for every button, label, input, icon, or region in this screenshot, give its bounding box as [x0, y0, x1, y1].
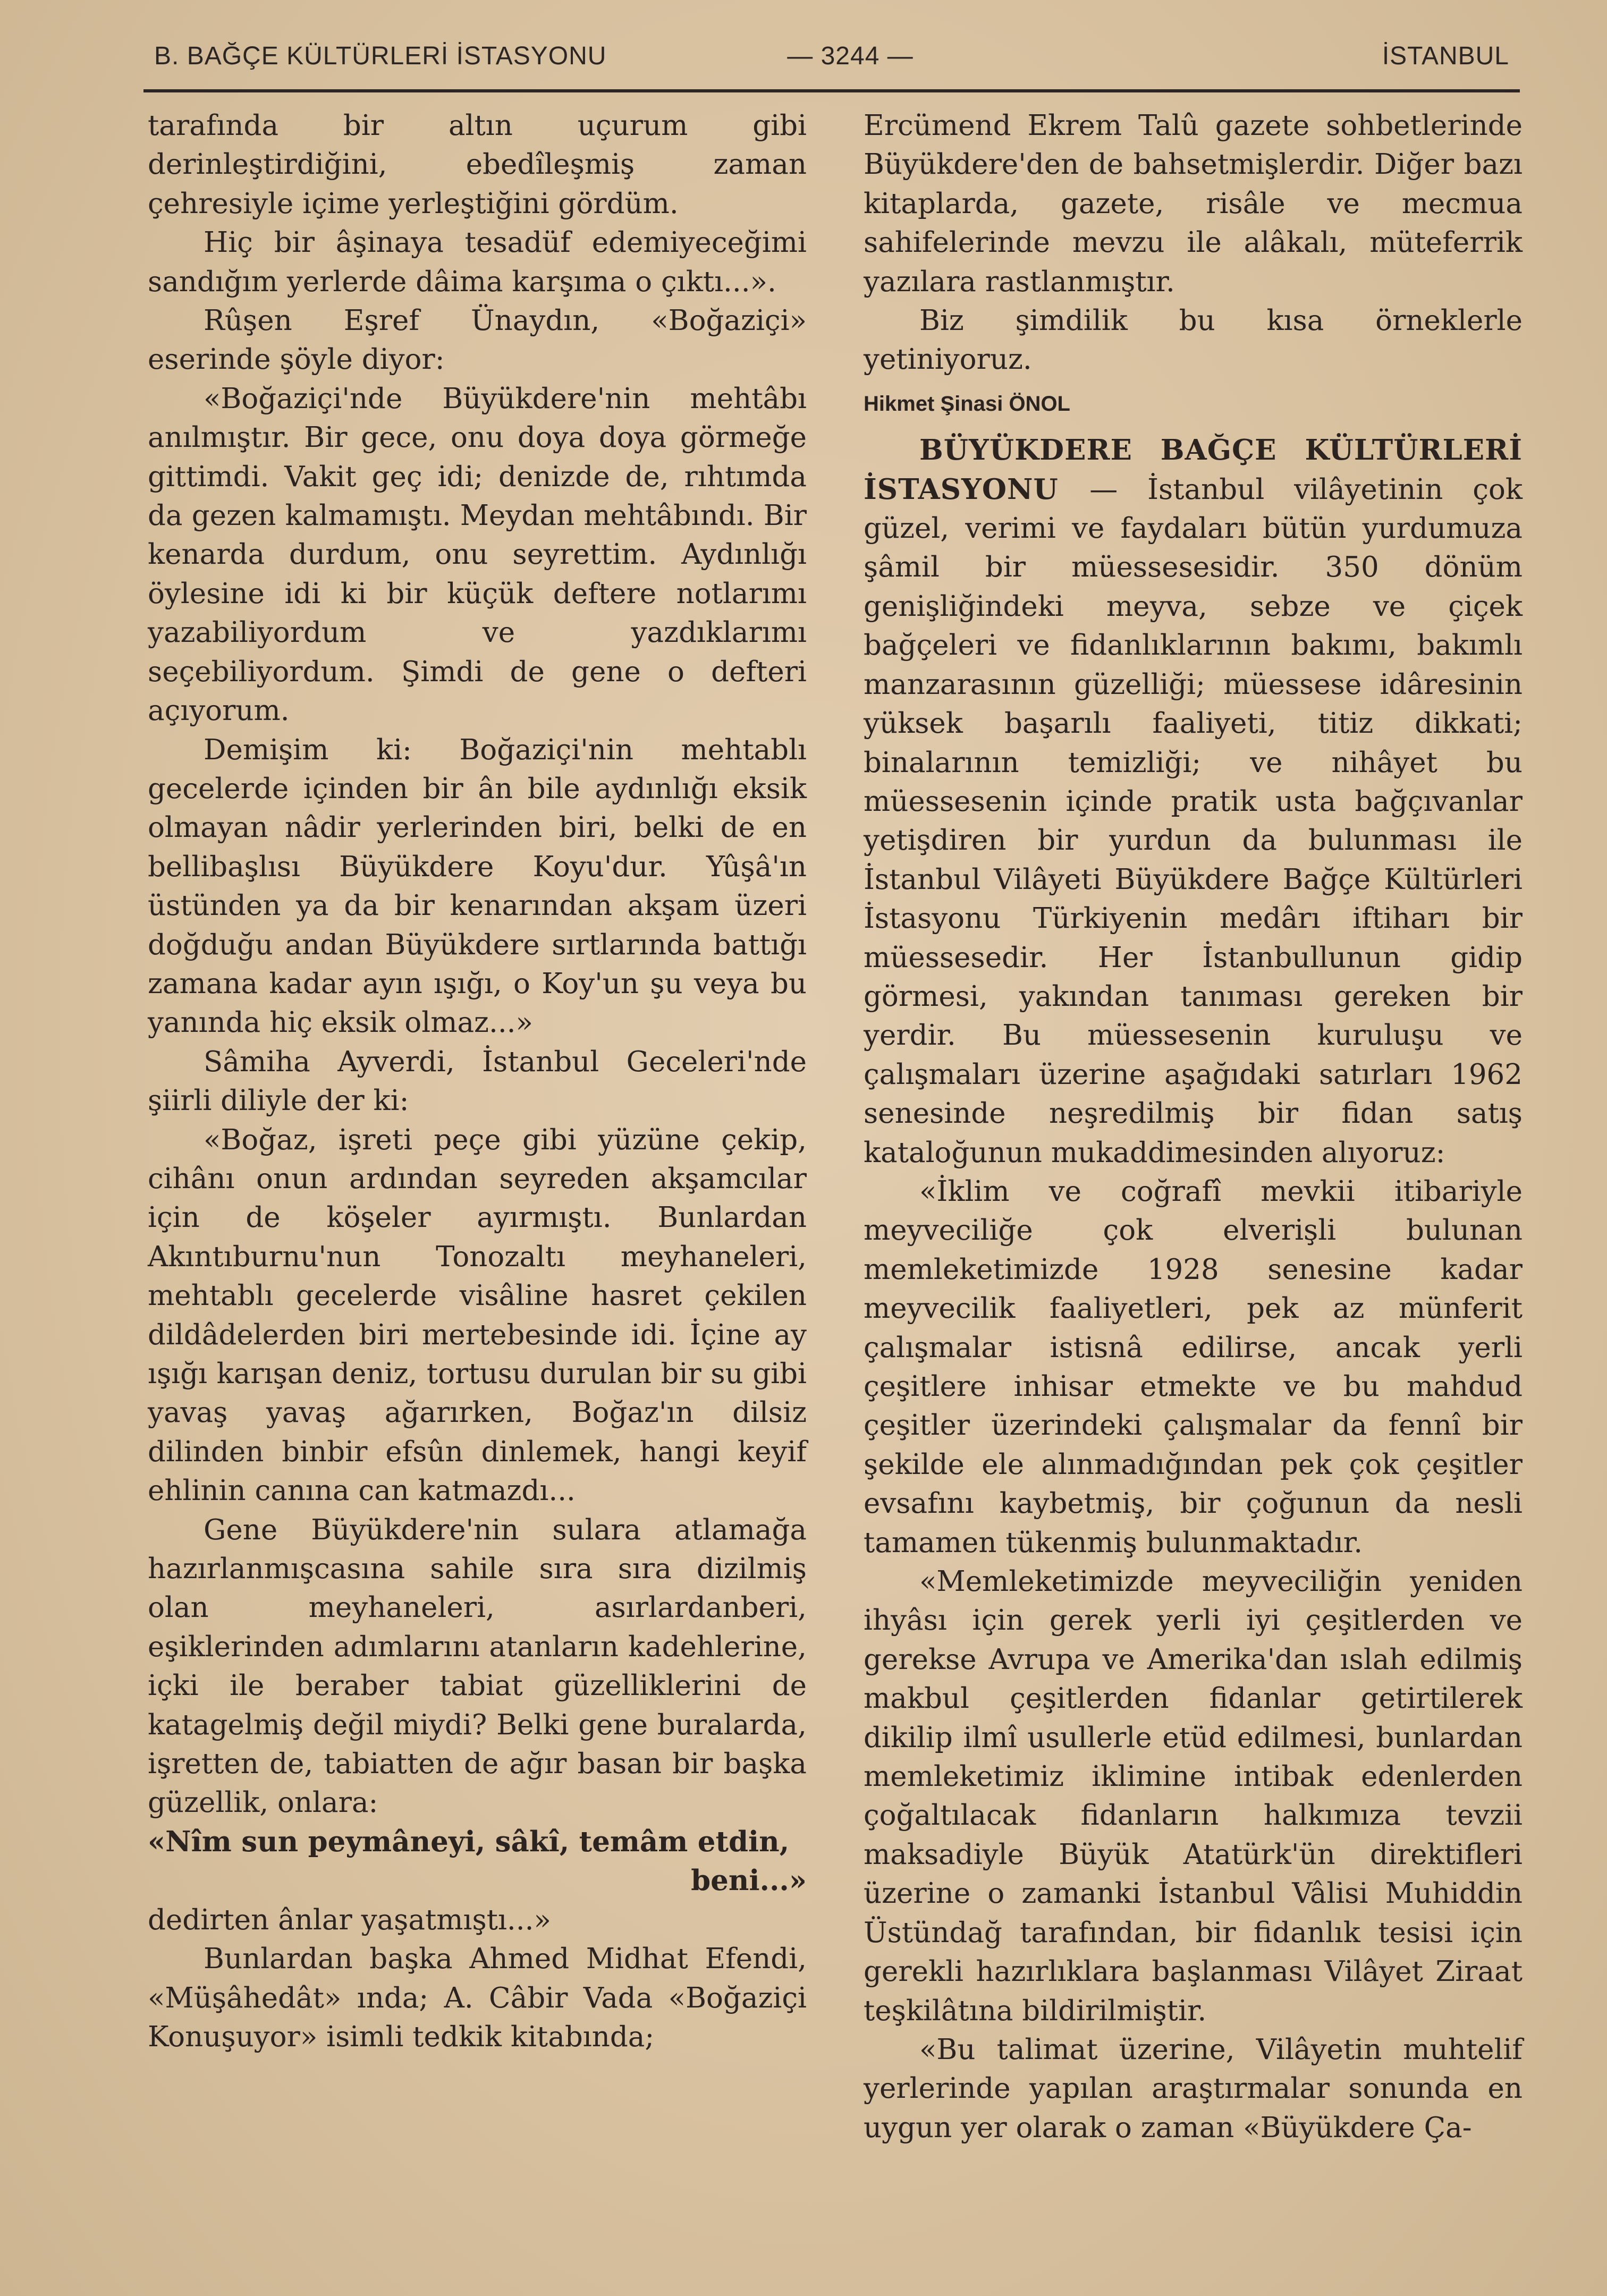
paragraph [864, 431, 1523, 1172]
verse-line: beni...» [691, 1864, 807, 1897]
right-column [864, 106, 1523, 2147]
paragraph-text: — İstanbul vilâyetinin çok güzel, verimi ve faydaları bütün yurdumuza şâmil bir müessesesidir. 350 dönüm genişliğindeki meyva, sebze ve çiçek bağçeleri ve fidanlıklarının bakımı, bakımlı manzarasının güzelliği; müessese idâresinin yüksek başarılı faaliyeti, titiz dikkati; binalarının temizliği; ve nihâyet bu müessesenin içinde pratik usta bağçıvanlar yetişdiren bir yurdun da bulunması ile İstanbul Vilâyeti Büyükdere Bağçe Kültürleri İstasyonu Türkiyenin medârı iftiharı bir müessesedir. Her İstanbullunun gidip görmesi, yakından tanıması gereken bir yerdir. Bu müessesenin kuruluşu ve çalışmaları üzerine aşağıdaki satırları 1962 senesinde neşredilmiş bir fidan satış kataloğunun mukaddimesinden alıyoruz: [864, 473, 1523, 1169]
paragraph: tarafında bir altın uçurum gibi derinleştirdiğini, ebedîleşmiş zaman çehresiyle içime yerleştiğini gördüm. [148, 109, 807, 220]
quote-paragraph: «Boğaz, işreti peçe gibi yüzüne çekip, cihânı onun ardından seyreden akşamcılar için de köşeler ayırmıştı. Bunlardan Akıntıburnu'nun Tonozaltı meyhaneleri, mehtablı gecelerde visâline hasret çekilen dildâdelerden biri mertebesinde idi. İçine ay ışığı karışan deniz, tortusu durulan bir su gibi yavaş yavaş ağarırken, Boğaz'ın dilsiz dilinden binbir efsûn dinlemek, hangi keyif ehlinin canına can katmazdı... [148, 1123, 807, 1507]
header-section-title: B. BAĞÇE KÜLTÜRLERİ İSTASYONU [154, 42, 607, 70]
paragraph: Sâmiha Ayverdi, İstanbul Geceleri'nde şiirli diliyle der ki: [148, 1045, 807, 1117]
paragraph: dedirten ânlar yaşatmıştı...» [148, 1903, 551, 1936]
header-rule [143, 89, 1520, 92]
page-number: — 3244 — [787, 42, 914, 70]
quote-paragraph: Demişim ki: Boğaziçi'nin mehtablı gecelerde içinden bir ân bile aydınlığı eksik olmayan nâdir yerlerinden biri, belki de en bellibaşlısı Büyükdere Koyu'dur. Yûşâ'ın üstünden ya da bir kenarından akşam üzeri doğduğu andan Büyükdere sırtlarında battığı zamana kadar ayın ışığı, o Koy'un şu veya bu yanında hiç eksik olmaz...» [148, 733, 807, 1039]
paragraph: Bunlardan başka Ahmed Midhat Efendi, «Müşâhedât» ında; A. Câbir Vada «Boğaziçi Konuşuyor» isimli tedkik kitabında; [148, 1943, 807, 2053]
header-city: İSTANBUL [1382, 42, 1509, 70]
quote-paragraph: «İklim ve coğrafî mevkii itibariyle meyveciliğe çok elverişli bulunan memleketimizde 1928 senesine kadar meyvecilik faaliyetleri, pek az münferit çalışmalar istisnâ edilirse, ancak yerli çeşitlere inhisar etmekte ve bu mahdud çeşitler üzerindeki çalışmalar da fennî bir şekilde ele alınmadığından pek çok çeşitler evsafını kaybetmiş, bir çoğunun da nesli tamamen tükenmiş bulunmaktadır. [864, 1175, 1523, 1559]
paragraph: Rûşen Eşref Ünaydın, «Boğaziçi» eserinde şöyle diyor: [148, 304, 807, 376]
verse-line: «Nîm sun peymâneyi, sâkî, temâm etdin, [148, 1825, 790, 1858]
paragraph: Hiç bir âşinaya tesadüf edemiyeceğimi sandığım yerlerde dâima karşıma o çıktı...». [148, 226, 807, 298]
paragraph: Gene Büyükdere'nin sulara atlamağa hazırlanmışcasına sahile sıra sıra dizilmiş olan meyhaneleri, asırlardanberi, eşiklerinden adımlarını atanların kadehlerine, içki ile beraber tabiat güzelliklerini de katagelmiş değil miydi? Belki gene buralarda, işretten de, tabiatten de ağır basan bir başka güzellik, onlara: [148, 1513, 807, 1819]
verse [148, 1823, 807, 1901]
left-column [148, 106, 807, 2056]
quote-paragraph: «Bu talimat üzerine, Vilâyetin muhtelif yerlerinde yapılan araştırmalar sonunda en uygun yer olarak o zaman «Büyükdere Ça- [864, 2033, 1523, 2144]
author-signature: Hikmet Şinasi ÖNOL [864, 392, 1070, 416]
quote-paragraph: «Memleketimizde meyveciliğin yeniden ihyâsı için gerek yerli iyi çeşitlerden ve gerekse Avrupa ve Amerika'dan ıslah edilmiş makbul çeşitlerden fidanlar getirtilerek dikilip ilmî usullerle etüd edilmesi, bunlardan memleketimiz iklimine intibak edenlerden çoğaltılacak fidanların halkımıza tevzii maksadiyle Büyük Atatürk'ün direktifleri üzerine o zamanki İstanbul Vâlisi Muhiddin Üstündağ tarafından, bir fidanlık tesisi için gerekli hazırlıklara başlanması Vilâyet Ziraat teşkilâtına bildirilmiştir. [864, 1565, 1523, 2027]
section-heading: BÜYÜKDERE BAĞÇE KÜLTÜRLERİ İSTASYONU [864, 434, 1523, 506]
page-header [154, 41, 1509, 84]
quote-paragraph: «Boğaziçi'nde Büyükdere'nin mehtâbı anılmıştır. Bir gece, onu doya doya görmeğe gittimdi. Vakit geç idi; denizde de, rıhtımda da gezen kalmamıştı. Meydan mehtâbındı. Bir kenarda durdum, onu seyrettim. Aydınlığı öylesine idi ki bir küçük deftere notlarımı yazabiliyordum ve yazdıklarımı seçebiliyordum. Şimdi de gene o defteri açıyorum. [148, 382, 807, 727]
paragraph: Biz şimdilik bu kısa örneklerle yetiniyoruz. [864, 304, 1523, 376]
paragraph: Ercümend Ekrem Talû gazete sohbetlerinde Büyükdere'den de bahsetmişlerdir. Diğer bazı kitaplarda, gazete, risâle ve mecmua sahifelerinde mevzu ile alâkalı, müteferrik yazılara rastlanmıştır. [864, 109, 1523, 298]
